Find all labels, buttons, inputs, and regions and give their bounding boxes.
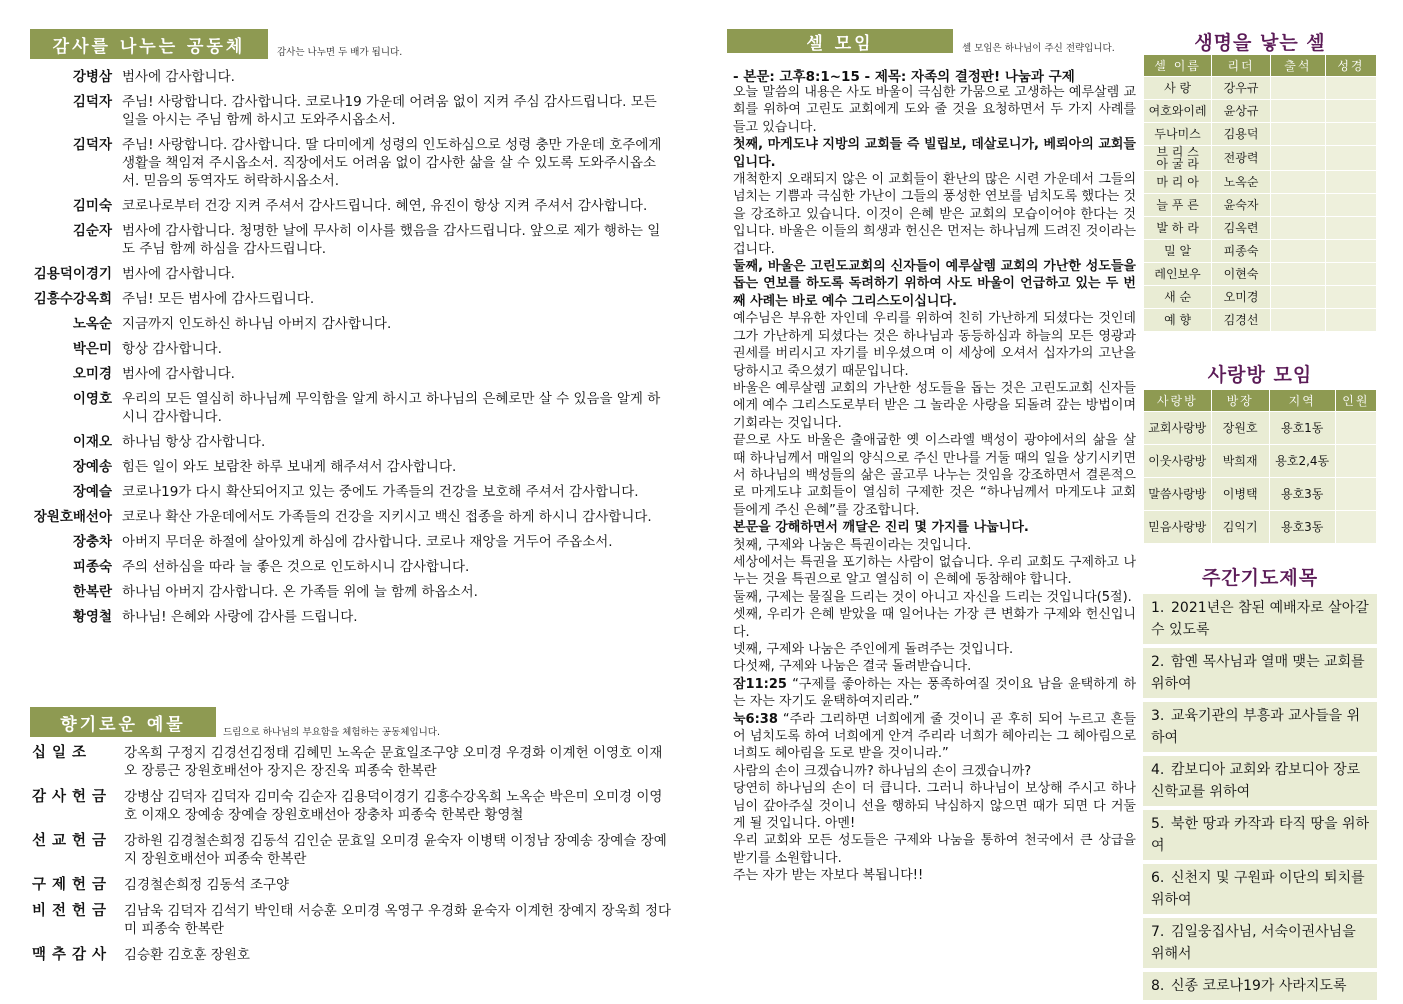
- sermon-paragraph: [733, 658, 1136, 675]
- offering-section-tagline: 드림으로 하나님의 부요함을 체험하는 공동체입니다.: [223, 727, 440, 738]
- sermon-paragraph: [733, 380, 1136, 432]
- thanks-name: 김덕자: [72, 94, 112, 110]
- table-cell: [1325, 240, 1376, 263]
- sermon-paragraph-text: 끝으로 사도 바울은 출애굽한 옛 이스라엘 백성이 광야에서의 삶을 살 때 하나님께서 매일의 양식으로 주신 만나를 거둘 때의 일을 상기시키면서 하나님의 백성들의 삶은 골고루 나누는 것임을 강조하면서 결론적으로 마게도냐 교회들이 열심히 구제한 것은 “하나님께서 마게도냐 교회들에게 주신 은혜”를 강조합니다.: [733, 433, 1136, 518]
- prayer-text: 2021년은 참된 예배자로 살아갈 수 있도록: [1151, 600, 1369, 638]
- thanks-text: 주의 선하심을 따라 늘 좋은 것으로 인도하시니 감사합니다.: [122, 559, 470, 575]
- offering-names: 김승환 김호훈 장원호: [124, 947, 250, 963]
- sermon-paragraph-text: 당연히 하나님의 손이 더 큽니다. 그러니 하나님이 보상해 주시고 하나님이 갚아주실 것이니 선을 행하되 낙심하지 않으면 때가 되면 다 거둘게 될 것입니다. 아멘!: [733, 781, 1136, 832]
- thanks-name: 강병삼: [72, 69, 112, 85]
- thanks-text: 하나님! 은혜와 사랑에 감사를 드립니다.: [122, 609, 358, 625]
- thanks-text: 아버지 무더운 하절에 살아있게 하심에 감사합니다. 코로나 재앙을 거두어 주옵소서.: [122, 534, 613, 550]
- sermon-paragraph: [733, 589, 1136, 606]
- sermon-body: [733, 84, 1136, 885]
- table-cell: [1270, 100, 1325, 123]
- thanks-item: [32, 93, 672, 129]
- offering-names: 김남욱 김덕자 김석기 박인태 서승훈 오미경 옥영구 우경화 윤숙자 이계헌 장예지 장욱희 정다미 피종숙 한복란: [124, 903, 672, 937]
- thanks-name: 오미경: [72, 366, 112, 382]
- prayer-number: 2.: [1151, 654, 1165, 670]
- thanks-text: 하나님 항상 감사합니다.: [122, 434, 266, 450]
- thanks-text: 코로나로부터 건강 지켜 주셔서 감사드립니다. 혜연, 유진이 항상 지켜 주셔서 감사합니다.: [122, 198, 648, 214]
- table-cell: 전광력: [1212, 146, 1271, 171]
- thanks-name: 장충차: [72, 534, 112, 550]
- table-header: 사랑방: [1144, 390, 1212, 412]
- sermon-paragraph: [733, 171, 1136, 258]
- sermon-paragraph: [733, 606, 1136, 641]
- table-cell: [1270, 123, 1325, 146]
- table-cell: 브 리 스 아 굴 라: [1144, 146, 1212, 171]
- thanks-item: [32, 197, 672, 215]
- thanks-text: 코로나19가 다시 확산되어지고 있는 중에도 가족들의 건강을 보호해 주셔서 감사합니다.: [122, 484, 639, 500]
- cell-row: [1144, 286, 1377, 309]
- table-cell: 김경선: [1212, 309, 1271, 332]
- sermon-paragraph: [733, 519, 1136, 536]
- sermon-paragraph-text: 둘째, 바울은 고린도교회의 신자들이 예루살렘 교회의 가난한 성도들을 돕는 연보를 하도록 독려하기 위하여 사도 바울이 언급하고 있는 두 번째 사례는 바로 예수 그리스도이십니다.: [733, 259, 1136, 309]
- table-cell: 두나미스: [1144, 123, 1212, 146]
- thanks-item: [32, 458, 672, 476]
- love-room-table: [1143, 389, 1377, 544]
- table-cell: 윤상규: [1212, 100, 1271, 123]
- table-cell: 오미경: [1212, 286, 1271, 309]
- cell-section-title: 셀 모임: [727, 29, 953, 53]
- prayer-number: 8.: [1151, 978, 1165, 994]
- table-cell: [1270, 240, 1325, 263]
- table-cell: 마 리 아: [1144, 171, 1212, 194]
- thanks-name: 피종숙: [72, 559, 112, 575]
- sermon-paragraph: [733, 136, 1136, 171]
- prayer-text: 교육기관의 부흥과 교사들을 위하여: [1151, 708, 1361, 746]
- thanks-name: 박은미: [72, 341, 112, 357]
- sermon-paragraph-text: 바울은 예루살렘 교회의 가난한 성도들을 돕는 것은 고린도교회 신자들에게 예수 그리스도로부터 받은 그 놀라운 사랑을 되돌려 갚는 방법이며 기회라는 것입니다.: [733, 380, 1136, 431]
- offering-item: [32, 902, 672, 938]
- room-row: [1144, 511, 1377, 544]
- offering-names: 강하원 김경철손희정 김동석 김인순 문효일 오미경 윤숙자 이병택 이정남 장예송 장예슬 장예지 장원호배선아 피종숙 한복란: [124, 833, 667, 867]
- table-cell: 사 랑: [1144, 77, 1212, 100]
- table-cell: 발 하 라: [1144, 217, 1212, 240]
- sermon-paragraph: [733, 310, 1136, 380]
- offering-label: 맥추감사: [32, 947, 113, 963]
- thanks-text: 범사에 감사합니다.: [122, 69, 235, 85]
- thanks-name: 장예송: [72, 459, 112, 475]
- table-cell: [1325, 309, 1376, 332]
- table-cell: 이웃사랑방: [1144, 445, 1212, 478]
- table-cell: 새 순: [1144, 286, 1212, 309]
- prayer-number: 4.: [1151, 762, 1165, 778]
- thanks-item: [32, 558, 672, 576]
- prayer-item: [1143, 918, 1377, 968]
- cell-row: [1144, 309, 1377, 332]
- table-cell: [1325, 263, 1376, 286]
- offering-list: [32, 744, 672, 972]
- table-cell: [1325, 217, 1376, 240]
- prayer-number: 7.: [1151, 924, 1165, 940]
- scripture-reference: 잠11:25: [733, 676, 787, 692]
- life-cell-table: [1143, 54, 1377, 332]
- prayer-number: 1.: [1151, 600, 1165, 616]
- offering-label: 비전헌금: [32, 903, 113, 919]
- thanks-item: [32, 608, 672, 626]
- table-cell: 레인보우: [1144, 263, 1212, 286]
- prayer-item: [1143, 756, 1377, 806]
- table-cell: 용호3동: [1269, 478, 1335, 511]
- thanks-text: 범사에 감사합니다.: [122, 366, 235, 382]
- table-cell: [1270, 309, 1325, 332]
- table-cell: [1270, 217, 1325, 240]
- prayer-text: 캄보디아 교회와 캄보디아 장로신학교를 위하여: [1151, 762, 1361, 800]
- sermon-paragraph-text: 사람의 손이 크겠습니까? 하나님의 손이 크겠습니까?: [733, 763, 1032, 779]
- table-cell: 이현숙: [1212, 263, 1271, 286]
- cell-row: [1144, 171, 1377, 194]
- prayer-item: [1143, 594, 1377, 644]
- thanks-text: 주님! 사랑합니다. 감사합니다. 딸 다미에게 성령의 인도하심으로 성령 충만 가운데 호주에게 생활을 책임져 주시옵소서. 직장에서도 어려움 없이 감사한 삶을 살 수 있도록 도와주시옵소서. 믿음의 동역자도 허락하시옵소서.: [122, 137, 662, 189]
- table-cell: [1325, 286, 1376, 309]
- scripture-reference: 눅6:38: [733, 711, 778, 727]
- cell-row: [1144, 123, 1377, 146]
- sermon-paragraph: [733, 432, 1136, 519]
- thanks-text: 우리의 모든 열심히 하나님께 무익함을 알게 하시고 하나님의 은혜로만 살 수 있음을 알게 하시니 감사합니다.: [122, 391, 661, 425]
- thanks-item: [32, 136, 672, 190]
- thanks-item: [32, 390, 672, 426]
- thanks-text: 코로나 확산 가운데에서도 가족들의 건강을 지키시고 백신 접종을 하게 하시니 감사합니다.: [122, 509, 652, 525]
- thanks-text: 항상 감사합니다.: [122, 341, 222, 357]
- table-cell: [1325, 146, 1376, 171]
- prayer-item: [1143, 810, 1377, 860]
- sermon-paragraph-text: 예수님은 부유한 자인데 우리를 위하여 친히 가난하게 되셨다는 것인데 그가 가난하게 되셨다는 것은 하나님과 동등하심과 하늘의 모든 영광과 권세를 버리시고 자기를 비우셨으며 이 세상에 오셔서 십자가의 고난을 당하시고 죽으셨기 때문입니다.: [733, 311, 1136, 379]
- table-cell: [1335, 445, 1376, 478]
- prayer-item: [1143, 972, 1377, 1000]
- cell-row: [1144, 240, 1377, 263]
- table-cell: 말씀사랑방: [1144, 478, 1212, 511]
- sermon-paragraph-text: 본문을 강해하면서 깨달은 진리 몇 가지를 나눕니다.: [733, 520, 1029, 536]
- table-cell: 김익기: [1211, 511, 1269, 544]
- thanks-name: 김순자: [72, 223, 112, 239]
- thanks-name: 김용덕이경기: [33, 266, 112, 282]
- table-cell: 이병택: [1211, 478, 1269, 511]
- sermon-paragraph-text: 첫째, 마게도냐 지방의 교회들 즉 빌립보, 데살로니가, 베뢰아의 교회들입니다.: [733, 137, 1136, 170]
- thanks-item: [32, 365, 672, 383]
- table-cell: [1325, 171, 1376, 194]
- room-row: [1144, 412, 1377, 445]
- table-cell: 용호2,4동: [1269, 445, 1335, 478]
- thanks-item: [32, 508, 672, 526]
- table-cell: [1270, 171, 1325, 194]
- table-cell: 여호와이레: [1144, 100, 1212, 123]
- sermon-paragraph-text: 다섯째, 구제와 나눔은 결국 돌려받습니다.: [733, 659, 972, 675]
- sermon-paragraph-text: 첫째, 구제와 나눔은 특권이라는 것입니다.: [733, 537, 972, 553]
- table-cell: 예 향: [1144, 309, 1212, 332]
- table-cell: 윤숙자: [1212, 194, 1271, 217]
- table-cell: [1325, 194, 1376, 217]
- table-cell: 박희재: [1211, 445, 1269, 478]
- table-cell: 교회사랑방: [1144, 412, 1212, 445]
- thanks-name: 김덕자: [72, 137, 112, 153]
- table-cell: [1270, 263, 1325, 286]
- thanks-item: [32, 68, 672, 86]
- table-cell: [1335, 478, 1376, 511]
- table-cell: [1270, 77, 1325, 100]
- offering-section-title: 향기로운 예물: [30, 707, 216, 737]
- prayer-item: [1143, 648, 1377, 698]
- sermon-paragraph: [733, 832, 1136, 867]
- sermon-paragraph: [733, 641, 1136, 658]
- thanks-text: 하나님 아버지 감사합니다. 온 가족들 위에 늘 함께 하옵소서.: [122, 584, 478, 600]
- cell-row: [1144, 77, 1377, 100]
- thanks-item: [32, 340, 672, 358]
- table-cell: 늘 푸 른: [1144, 194, 1212, 217]
- cell-section-tagline: 셀 모임은 하나님이 주신 전략입니다.: [962, 43, 1115, 54]
- thanks-item: [32, 315, 672, 333]
- thanks-section-tagline: 감사는 나누면 두 배가 됩니다.: [277, 47, 403, 58]
- offering-label: 구제헌금: [32, 877, 113, 893]
- offering-item: [32, 788, 672, 824]
- thanks-item: [32, 533, 672, 551]
- table-cell: 밀 알: [1144, 240, 1212, 263]
- table-cell: 피종숙: [1212, 240, 1271, 263]
- prayer-number: 5.: [1151, 816, 1165, 832]
- thanks-text: 범사에 감사합니다. 청명한 날에 무사히 이사를 했음을 감사드립니다. 앞으로 제가 행하는 일도 주님 함께 하심을 감사드립니다.: [122, 223, 661, 257]
- table-cell: 용호1동: [1269, 412, 1335, 445]
- table-cell: [1325, 100, 1376, 123]
- table-cell: [1270, 194, 1325, 217]
- thanks-name: 장예슬: [72, 484, 112, 500]
- prayer-title: 주간기도제목: [1201, 567, 1319, 589]
- table-header: 출석: [1270, 55, 1325, 77]
- offering-names: 강병삼 김덕자 김덕자 김미숙 김순자 김용덕이경기 김흥수강옥희 노옥순 박은미 오미경 이영호 이재오 장예송 장예슬 장원호배선아 장충차 피종숙 한복란 황영철: [124, 789, 663, 823]
- table-header: 방장: [1211, 390, 1269, 412]
- room-row: [1144, 445, 1377, 478]
- sermon-paragraph: [733, 711, 1136, 763]
- sermon-paragraph-text: 주는 자가 받는 자보다 복됩니다!!: [733, 868, 924, 884]
- prayer-number: 6.: [1151, 870, 1165, 886]
- table-cell: [1325, 77, 1376, 100]
- prayer-number: 3.: [1151, 708, 1165, 724]
- thanks-item: [32, 290, 672, 308]
- thanks-name: 장원호배선아: [33, 509, 112, 525]
- offering-label: 십일조: [32, 745, 93, 761]
- cell-row: [1144, 146, 1377, 171]
- table-cell: 용호3동: [1269, 511, 1335, 544]
- offering-label: 선교헌금: [32, 833, 113, 849]
- thanks-name: 황영철: [72, 609, 112, 625]
- sermon-paragraph-text: 둘째, 구제는 물질을 드리는 것이 아니고 자신을 드리는 것입니다(5절).: [733, 589, 1132, 605]
- sermon-paragraph: [733, 537, 1136, 554]
- table-header: 셀 이름: [1144, 55, 1212, 77]
- offering-names: 김경철손희정 김동석 조구양: [124, 877, 290, 893]
- offering-item: [32, 946, 672, 964]
- sermon-paragraph-text: 개척한지 오래되지 않은 이 교회들이 환난의 많은 시련 가운데서 그들의 넘치는 기쁨과 극심한 가난이 그들의 풍성한 연보를 넘치도록 했다는 것을 강조하고 있습니다. 이것이 은혜 받은 교회의 모습이어야 한다는 것입니다. 바울은 이들의 희생과 헌신은 먼저는 하나님께 드려진 것이라는 겁니다.: [733, 172, 1136, 257]
- thanks-item: [32, 583, 672, 601]
- table-cell: 김옥련: [1212, 217, 1271, 240]
- prayer-list: [1143, 594, 1377, 1004]
- prayer-text: 신천지 및 구원파 이단의 퇴치를 위하여: [1151, 870, 1365, 908]
- sermon-paragraph-text: 우리 교회와 모든 성도들은 구제와 나눔을 통하여 천국에서 큰 상급을 받기를 소원합니다.: [733, 833, 1136, 866]
- offering-label: 감사헌금: [32, 789, 113, 805]
- offering-item: [32, 832, 672, 868]
- thanks-item: [32, 483, 672, 501]
- table-cell: 김용덕: [1212, 123, 1271, 146]
- sermon-paragraph-text: 셋째, 우리가 은혜 받았을 때 일어나는 가장 큰 변화가 구제와 헌신입니다.: [733, 607, 1136, 640]
- sermon-paragraph: [733, 676, 1136, 711]
- thanks-name: 김흥수강옥희: [33, 291, 112, 307]
- prayer-text: 북한 땅과 카작과 타직 땅을 위하여: [1151, 816, 1370, 854]
- table-header: 인원: [1335, 390, 1376, 412]
- prayer-text: 신종 코로나19가 사라지도록: [1171, 978, 1347, 994]
- sermon-paragraph: [733, 867, 1136, 884]
- thanks-text: 지금까지 인도하신 하나님 아버지 감사합니다.: [122, 316, 392, 332]
- table-cell: [1270, 286, 1325, 309]
- table-cell: 노옥순: [1212, 171, 1271, 194]
- prayer-text: 함옌 목사님과 열매 맺는 교회를 위하여: [1151, 654, 1365, 692]
- table-header: 리더: [1212, 55, 1271, 77]
- sermon-paragraph-text: “주라 그리하면 너희에게 줄 것이니 곧 후히 되어 누르고 흔들어 넘치도록 하여 너희에게 안겨 주리라 너희가 헤아리는 그 헤아림으로 너희도 헤아림을 도로 받을 것이니라.”: [733, 711, 1136, 762]
- sermon-subject: - 본문: 고후8:1~15 - 제목: 자족의 결정판! 나눔과 구제: [733, 69, 1075, 85]
- table-header: 성경: [1325, 55, 1376, 77]
- sermon-paragraph: [733, 258, 1136, 310]
- table-cell: [1270, 146, 1325, 171]
- sermon-paragraph-text: “구제를 좋아하는 자는 풍족하여질 것이요 남을 윤택하게 하는 자는 자기도 윤택하여지리라.”: [733, 676, 1136, 710]
- thanks-name: 한복란: [72, 584, 112, 600]
- table-cell: [1335, 511, 1376, 544]
- thanks-name: 이영호: [72, 391, 112, 407]
- thanks-item: [32, 433, 672, 451]
- table-cell: [1325, 123, 1376, 146]
- offering-item: [32, 744, 672, 780]
- sermon-paragraph: [733, 763, 1136, 780]
- sermon-paragraph: [733, 780, 1136, 832]
- cell-row: [1144, 100, 1377, 123]
- prayer-item: [1143, 864, 1377, 914]
- thanks-list: [32, 68, 672, 633]
- thanks-section-title: 감사를 나누는 공동체: [30, 29, 268, 59]
- sermon-paragraph-text: 오늘 말씀의 내용은 사도 바울이 극심한 가뭄으로 고생하는 예루살렘 교회를 위하여 고린도 교회에게 도와 줄 것을 요청하면서 두 가지 사례를 들고 있습니다.: [733, 85, 1136, 135]
- thanks-text: 주님! 모든 범사에 감사드립니다.: [122, 291, 315, 307]
- table-cell: 장원호: [1211, 412, 1269, 445]
- prayer-text: 김일웅집사님, 서숙이권사님을 위해서: [1151, 924, 1356, 962]
- thanks-item: [32, 265, 672, 283]
- cell-row: [1144, 217, 1377, 240]
- thanks-name: 김미숙: [72, 198, 112, 214]
- thanks-name: 이재오: [72, 434, 112, 450]
- prayer-item: [1143, 702, 1377, 752]
- table-cell: 믿음사랑방: [1144, 511, 1212, 544]
- thanks-text: 범사에 감사합니다.: [122, 266, 235, 282]
- sermon-paragraph: [733, 84, 1136, 136]
- life-cell-title: 생명을 낳는 셀: [1194, 32, 1326, 54]
- love-room-title: 사랑방 모임: [1207, 364, 1313, 386]
- thanks-text: 주님! 사랑합니다. 감사합니다. 코로나19 가운데 어려움 없이 지켜 주심 감사드립니다. 모든 일을 아시는 주님 함께 하시고 도와주시옵소서.: [122, 94, 657, 128]
- table-cell: 강우규: [1212, 77, 1271, 100]
- table-cell: [1335, 412, 1376, 445]
- thanks-name: 노옥순: [72, 316, 112, 332]
- cell-row: [1144, 263, 1377, 286]
- sermon-paragraph-text: 넷째, 구제와 나눔은 주인에게 돌려주는 것입니다.: [733, 642, 1014, 657]
- offering-item: [32, 876, 672, 894]
- offering-names: 강옥희 구정지 김경선김정태 김혜민 노옥순 문효일조구양 오미경 우경화 이계헌 이영호 이재오 장릉근 장원호배선아 장지은 장진욱 피종숙 한복란: [124, 745, 663, 779]
- cell-row: [1144, 194, 1377, 217]
- room-row: [1144, 478, 1377, 511]
- sermon-paragraph-text: 세상에서는 특권을 포기하는 사람이 없습니다. 우리 교회도 구제하고 나누는 것을 특권으로 알고 열심히 이 은혜에 동참해야 합니다.: [733, 554, 1136, 588]
- thanks-item: [32, 222, 672, 258]
- thanks-text: 힘든 일이 와도 보람찬 하루 보내게 해주셔서 감사합니다.: [122, 459, 457, 475]
- sermon-paragraph: [733, 554, 1136, 589]
- table-header: 지역: [1269, 390, 1335, 412]
